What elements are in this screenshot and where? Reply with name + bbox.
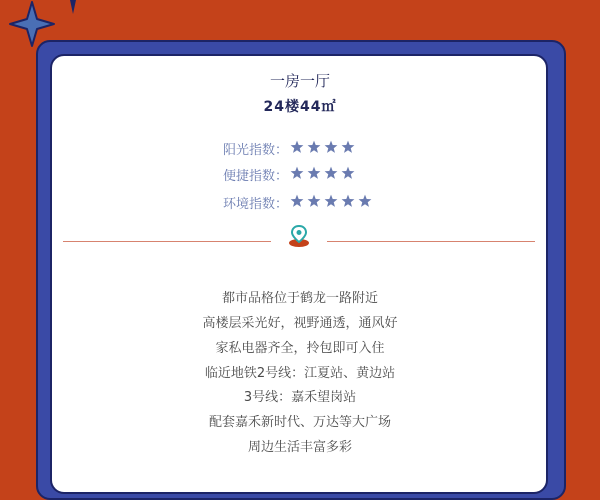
star-icon [341,166,355,180]
description-line: 周边生活丰富多彩 [247,440,352,455]
rating-label: 便捷指数： [222,169,288,184]
divider-right [327,241,535,242]
star-icon [324,194,338,208]
description-line: 高楼层采光好，视野通透，通风好 [202,316,398,331]
description-line: 家私电器齐全，拎包即可入住 [215,341,385,356]
map-pin-icon [286,224,312,248]
star-icon [341,194,355,208]
star-icon [307,194,321,208]
star-icon [341,140,355,154]
rating-label: 阳光指数： [222,143,288,158]
rating-label: 环境指数： [222,197,288,212]
description-line: 都市品格位于鹤龙一路附近 [221,291,378,306]
description-line: 配套嘉禾新时代、万达等大广场 [208,415,391,430]
rating-row-environment [0,192,600,212]
description-line: 临近地铁2号线：江夏站、黄边站 [204,366,396,381]
listing-subtitle: 24楼44㎡ [263,99,337,115]
rating-stars [290,164,355,184]
star-icon [358,194,372,208]
star-icon [324,140,338,154]
star-icon [324,166,338,180]
rating-row-sunlight [0,138,600,158]
star-icon [307,140,321,154]
star-icon [290,194,304,208]
rating-stars [290,192,372,212]
rating-row-convenience [0,164,600,184]
decorative-tick-icon [68,0,78,16]
star-icon [290,140,304,154]
star-icon [307,166,321,180]
star-icon [290,166,304,180]
description-line: 3号线：嘉禾望岗站 [243,390,357,405]
rating-stars [290,138,355,158]
listing-title: 一房一厅 [269,72,330,90]
divider-left [63,241,271,242]
